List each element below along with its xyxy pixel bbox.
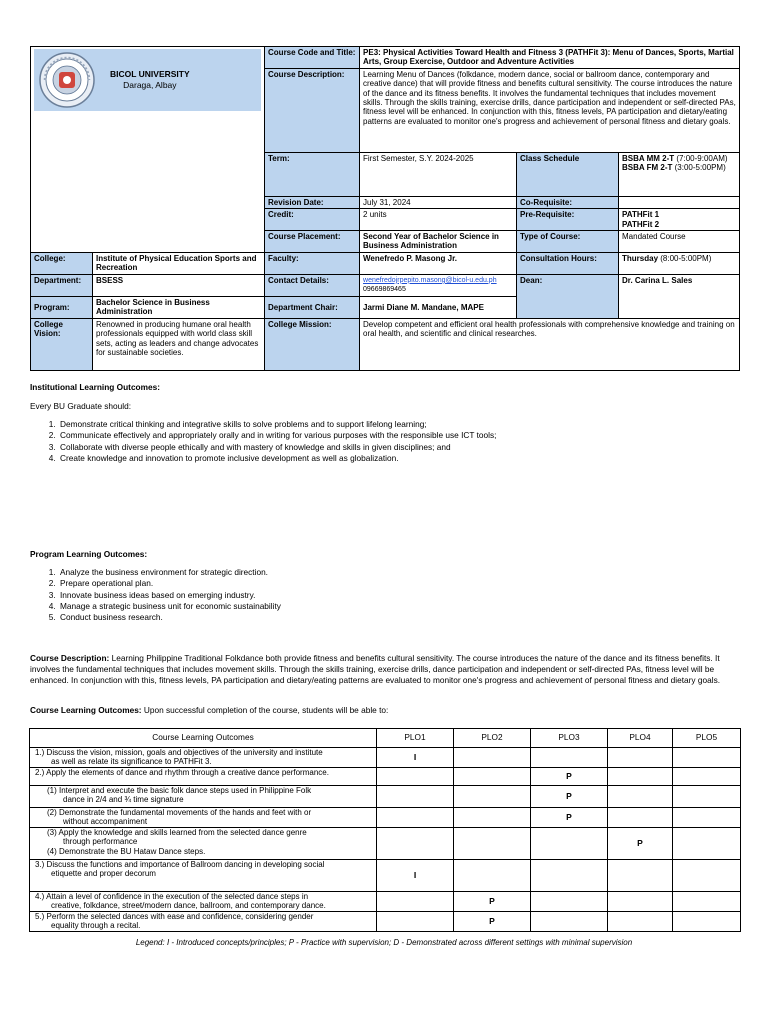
clo-line: etiquette and proper decorum: [51, 869, 156, 879]
table-row: [30, 912, 741, 932]
course-code-value: PE3: Physical Activities Toward Health and Fitness 3 (PATHFit 3): Menu of Dances, Sports, Martial Arts, Group Exercise, Outdoor and Adventure Activities: [360, 47, 740, 69]
faculty-label: Faculty:: [265, 253, 360, 275]
department-label: Department:: [31, 274, 93, 296]
legend: Legend: I - Introduced concepts/principles; P - Practice with supervision; D - Demonstrated across different settings with minimal supervision: [135, 938, 633, 947]
clo-description-cell: [30, 912, 377, 932]
contact-details-label: Contact Details:: [265, 274, 360, 296]
credit-value: 2 units: [360, 209, 517, 231]
university-banner: [34, 49, 261, 111]
clo-line: 5.) Perform the selected dances with ease and confidence, considering gender: [35, 912, 314, 921]
university-seal-icon: [36, 51, 98, 109]
list-item: 4. Create knowledge and innovation to promote inclusive development as well as globalization.: [58, 453, 742, 464]
revision-date-label: Revision Date:: [265, 196, 360, 208]
clo-description-cell: [30, 748, 377, 768]
column-header: PLO4: [608, 729, 673, 748]
list-item: 3. Innovate business ideas based on emerging industry.: [58, 590, 742, 601]
course-description-label: Course Description:: [265, 68, 360, 152]
course-description-section: [30, 653, 740, 686]
clo-description-cell: [30, 892, 377, 912]
contact-email-link[interactable]: wenefredojrpepito.masong@bicol-u.edu.ph: [363, 276, 497, 284]
college-value: Institute of Physical Education Sports and Recreation: [93, 253, 265, 275]
clo-line: 4.) Attain a level of confidence in the execution of the selected dance steps in: [35, 892, 309, 901]
plo-mark-cell: [377, 892, 454, 912]
list-item: 5. Conduct business research.: [58, 612, 742, 623]
plo-mark-cell: P: [454, 912, 531, 932]
plo-mark-cell: [454, 808, 531, 828]
course-code-label: Course Code and Title:: [265, 47, 360, 69]
schedule-1-name: BSBA MM 2-T: [622, 153, 675, 163]
plo-mark-cell: [531, 828, 608, 860]
clo-line: equality through a recital.: [51, 921, 141, 931]
plo-title: Program Learning Outcomes:: [30, 549, 148, 559]
pre-requisite-1: PATHFit 1: [622, 210, 660, 220]
consultation-hours-label: Consultation Hours:: [517, 253, 619, 275]
clo-line: dance in 2/4 and ¾ time signature: [63, 795, 184, 805]
table-row: [30, 892, 741, 912]
co-requisite-value: [619, 196, 740, 208]
clo-description-cell: [30, 786, 377, 808]
course-description-value: Learning Menu of Dances (folkdance, modern dance, social or ballroom dance, contemporary and creative dance) that will provide fitness and benefits cultural sensitivity. The course introduces the nature of the dance and its fitness benefits. It involves the fundamental techniques that includes movement skills. Through the skills training, exercise drills, dance participation and independent or self-directed PAs, fitness level will be enhanced. In conjunction with this, fitness levels, PA participation and dietary/eating patterns are evaluated to monitor one's progress and achievement of personal fitness and dietary goals.: [360, 68, 740, 152]
plo-mark-cell: [454, 768, 531, 786]
clo-table-body: [30, 748, 741, 932]
plo-mark-cell: [608, 892, 673, 912]
clo-line: as well as relate its significance to PATHFit 3.: [51, 757, 212, 767]
plo-mark-cell: P: [531, 768, 608, 786]
list-item: 2. Prepare operational plan.: [58, 578, 742, 589]
class-schedule-value: [619, 152, 740, 196]
contact-phone: 09669869465: [363, 285, 406, 293]
course-placement-value: Second Year of Bachelor Science in Business Administration: [360, 231, 517, 253]
clo-description-cell: [30, 768, 377, 786]
clo-line: 2.) Apply the elements of dance and rhythm through a creative dance performance.: [35, 768, 329, 777]
list-item: 3. Collaborate with diverse people ethically and with mastery of knowledge and skills in given disciplines; and: [58, 442, 742, 453]
course-learning-outcomes-table: [29, 728, 741, 932]
clo-line: creative, folkdance, street/modern dance, ballroom, and contemporary dance.: [51, 901, 326, 911]
clo-intro: Upon successful completion of the course, students will be able to:: [141, 705, 389, 715]
program-label: Program:: [31, 296, 93, 318]
plo-mark-cell: [608, 808, 673, 828]
table-row: [30, 748, 741, 768]
list-item: 1. Demonstrate critical thinking and integrative skills to solve problems and to support lifelong learning;: [58, 419, 742, 430]
clo-description-cell: [30, 828, 377, 860]
plo-mark-cell: [377, 808, 454, 828]
term-value: First Semester, S.Y. 2024-2025: [360, 152, 517, 196]
co-requisite-label: Co-Requisite:: [517, 196, 619, 208]
ilo-list: [30, 419, 742, 464]
clo-line: (4) Demonstrate the BU Hataw Dance steps.: [47, 846, 206, 856]
type-of-course-label: Type of Course:: [517, 231, 619, 253]
college-mission-value: Develop competent and efficient oral health professionals with comprehensive knowledge and training on oral health, and scientific and clinical researches.: [360, 318, 740, 370]
plo-mark-cell: [531, 892, 608, 912]
ilo-section: [30, 382, 742, 464]
list-item: 2. Communicate effectively and appropriately orally and in writing for various purposes with the responsible use ICT tools;: [58, 430, 742, 441]
course-description-text: Learning Philippine Traditional Folkdance both provide fitness and benefits cultural sensitivity. The course introduces the nature of the dance and its fitness benefits. It involves the fundamental techniques that includes movement skills. Through the skills training, exercise drills, dance participation and independent or self-directed PAs, fitness level will be enhanced. In conjunction with this, fitness levels, PA participation and dietary/eating patterns are evaluated to monitor one's progress and achievement of personal fitness and dietary goals.: [30, 653, 721, 685]
plo-mark-cell: P: [608, 828, 673, 860]
clo-line: (1) Interpret and execute the basic folk dance steps used in Philippine Folk: [47, 786, 312, 795]
clo-description-cell: [30, 860, 377, 892]
schedule-1-time: (7:00-9:00AM): [674, 153, 728, 163]
college-vision-label: College Vision:: [31, 318, 93, 370]
plo-mark-cell: [673, 808, 741, 828]
table-row: [30, 786, 741, 808]
course-placement-label: Course Placement:: [265, 231, 360, 253]
department-chair-label: Department Chair:: [265, 296, 360, 318]
clo-line: through performance: [63, 837, 138, 847]
plo-list: [30, 567, 742, 623]
university-name: BICOL UNIVERSITY: [110, 69, 190, 79]
clo-line: 1.) Discuss the vision, mission, goals and objectives of the university and institute: [35, 748, 323, 757]
plo-mark-cell: P: [454, 892, 531, 912]
faculty-value: Wenefredo P. Masong Jr.: [360, 253, 517, 275]
department-value: BSESS: [93, 274, 265, 296]
column-header: PLO3: [531, 729, 608, 748]
schedule-2-time: (3:00-5:00PM): [672, 163, 726, 173]
consultation-hours-value: [619, 253, 740, 275]
column-header: PLO2: [454, 729, 531, 748]
consultation-day: Thursday: [622, 254, 659, 264]
clo-line: (3) Apply the knowledge and skills learned from the selected dance genre: [47, 828, 307, 837]
list-item: 4. Manage a strategic business unit for economic sustainability: [58, 601, 742, 612]
pre-requisite-2: PATHFit 2: [622, 219, 660, 229]
clo-intro-section: [30, 705, 742, 716]
plo-mark-cell: [608, 768, 673, 786]
schedule-2-name: BSBA FM 2-T: [622, 163, 673, 173]
university-cell: [31, 47, 265, 253]
plo-mark-cell: [673, 748, 741, 768]
plo-mark-cell: P: [531, 786, 608, 808]
plo-mark-cell: [454, 748, 531, 768]
table-row: [30, 768, 741, 786]
plo-mark-cell: [673, 892, 741, 912]
college-mission-label: College Mission:: [265, 318, 360, 370]
term-label: Term:: [265, 152, 360, 196]
plo-mark-cell: [454, 860, 531, 892]
class-schedule-label: Class Schedule: [517, 152, 619, 196]
column-header: PLO1: [377, 729, 454, 748]
consultation-time: (8:00-5:00PM): [658, 254, 712, 264]
table-row: [30, 860, 741, 892]
pre-requisite-label: Pre-Requisite:: [517, 209, 619, 231]
ilo-title: Institutional Learning Outcomes:: [30, 382, 160, 392]
ilo-intro: Every BU Graduate should:: [30, 401, 131, 411]
dean-label: Dean:: [517, 274, 619, 318]
plo-mark-cell: [673, 768, 741, 786]
clo-description-cell: [30, 808, 377, 828]
revision-date-value: July 31, 2024: [360, 196, 517, 208]
pre-requisite-value: [619, 209, 740, 231]
plo-mark-cell: [454, 828, 531, 860]
clo-line: 3.) Discuss the functions and importance of Ballroom dancing in developing social: [35, 860, 325, 869]
plo-mark-cell: [608, 912, 673, 932]
course-header-table: [30, 46, 740, 371]
plo-mark-cell: [377, 768, 454, 786]
table-header-row: [30, 729, 741, 748]
list-item: 1. Analyze the business environment for strategic direction.: [58, 567, 742, 578]
credit-label: Credit:: [265, 209, 360, 231]
plo-mark-cell: [673, 860, 741, 892]
plo-mark-cell: [531, 912, 608, 932]
college-vision-value: Renowned in producing humane oral health professionals equipped with world class skill sets, acting as leaders and change advocates for sustainable societies.: [93, 318, 265, 370]
program-value: Bachelor Science in Business Administration: [93, 296, 265, 318]
college-label: College:: [31, 253, 93, 275]
column-header: PLO5: [673, 729, 741, 748]
plo-mark-cell: [531, 748, 608, 768]
clo-line: without accompaniment: [63, 817, 148, 827]
table-row: [30, 828, 741, 860]
plo-mark-cell: [673, 828, 741, 860]
dean-value: Dr. Carina L. Sales: [619, 274, 740, 318]
plo-mark-cell: [377, 786, 454, 808]
plo-mark-cell: [377, 912, 454, 932]
plo-mark-cell: [377, 828, 454, 860]
department-chair-value: Jarmi Diane M. Mandane, MAPE: [360, 296, 517, 318]
clo-heading: Course Learning Outcomes:: [30, 705, 142, 715]
plo-mark-cell: I: [377, 748, 454, 768]
plo-mark-cell: I: [377, 860, 454, 892]
plo-mark-cell: [531, 860, 608, 892]
course-description-heading: Course Description:: [30, 653, 110, 663]
plo-mark-cell: [608, 786, 673, 808]
plo-mark-cell: P: [531, 808, 608, 828]
clo-line: (2) Demonstrate the fundamental movements of the hands and feet with or: [47, 808, 312, 817]
plo-mark-cell: [673, 786, 741, 808]
type-of-course-value: Mandated Course: [619, 231, 740, 253]
table-row: [30, 808, 741, 828]
plo-mark-cell: [454, 786, 531, 808]
plo-mark-cell: [608, 748, 673, 768]
column-header: Course Learning Outcomes: [30, 729, 377, 748]
university-location: Daraga, Albay: [123, 80, 177, 90]
plo-section: [30, 549, 742, 623]
plo-mark-cell: [673, 912, 741, 932]
plo-mark-cell: [608, 860, 673, 892]
contact-details-value: [360, 274, 517, 296]
